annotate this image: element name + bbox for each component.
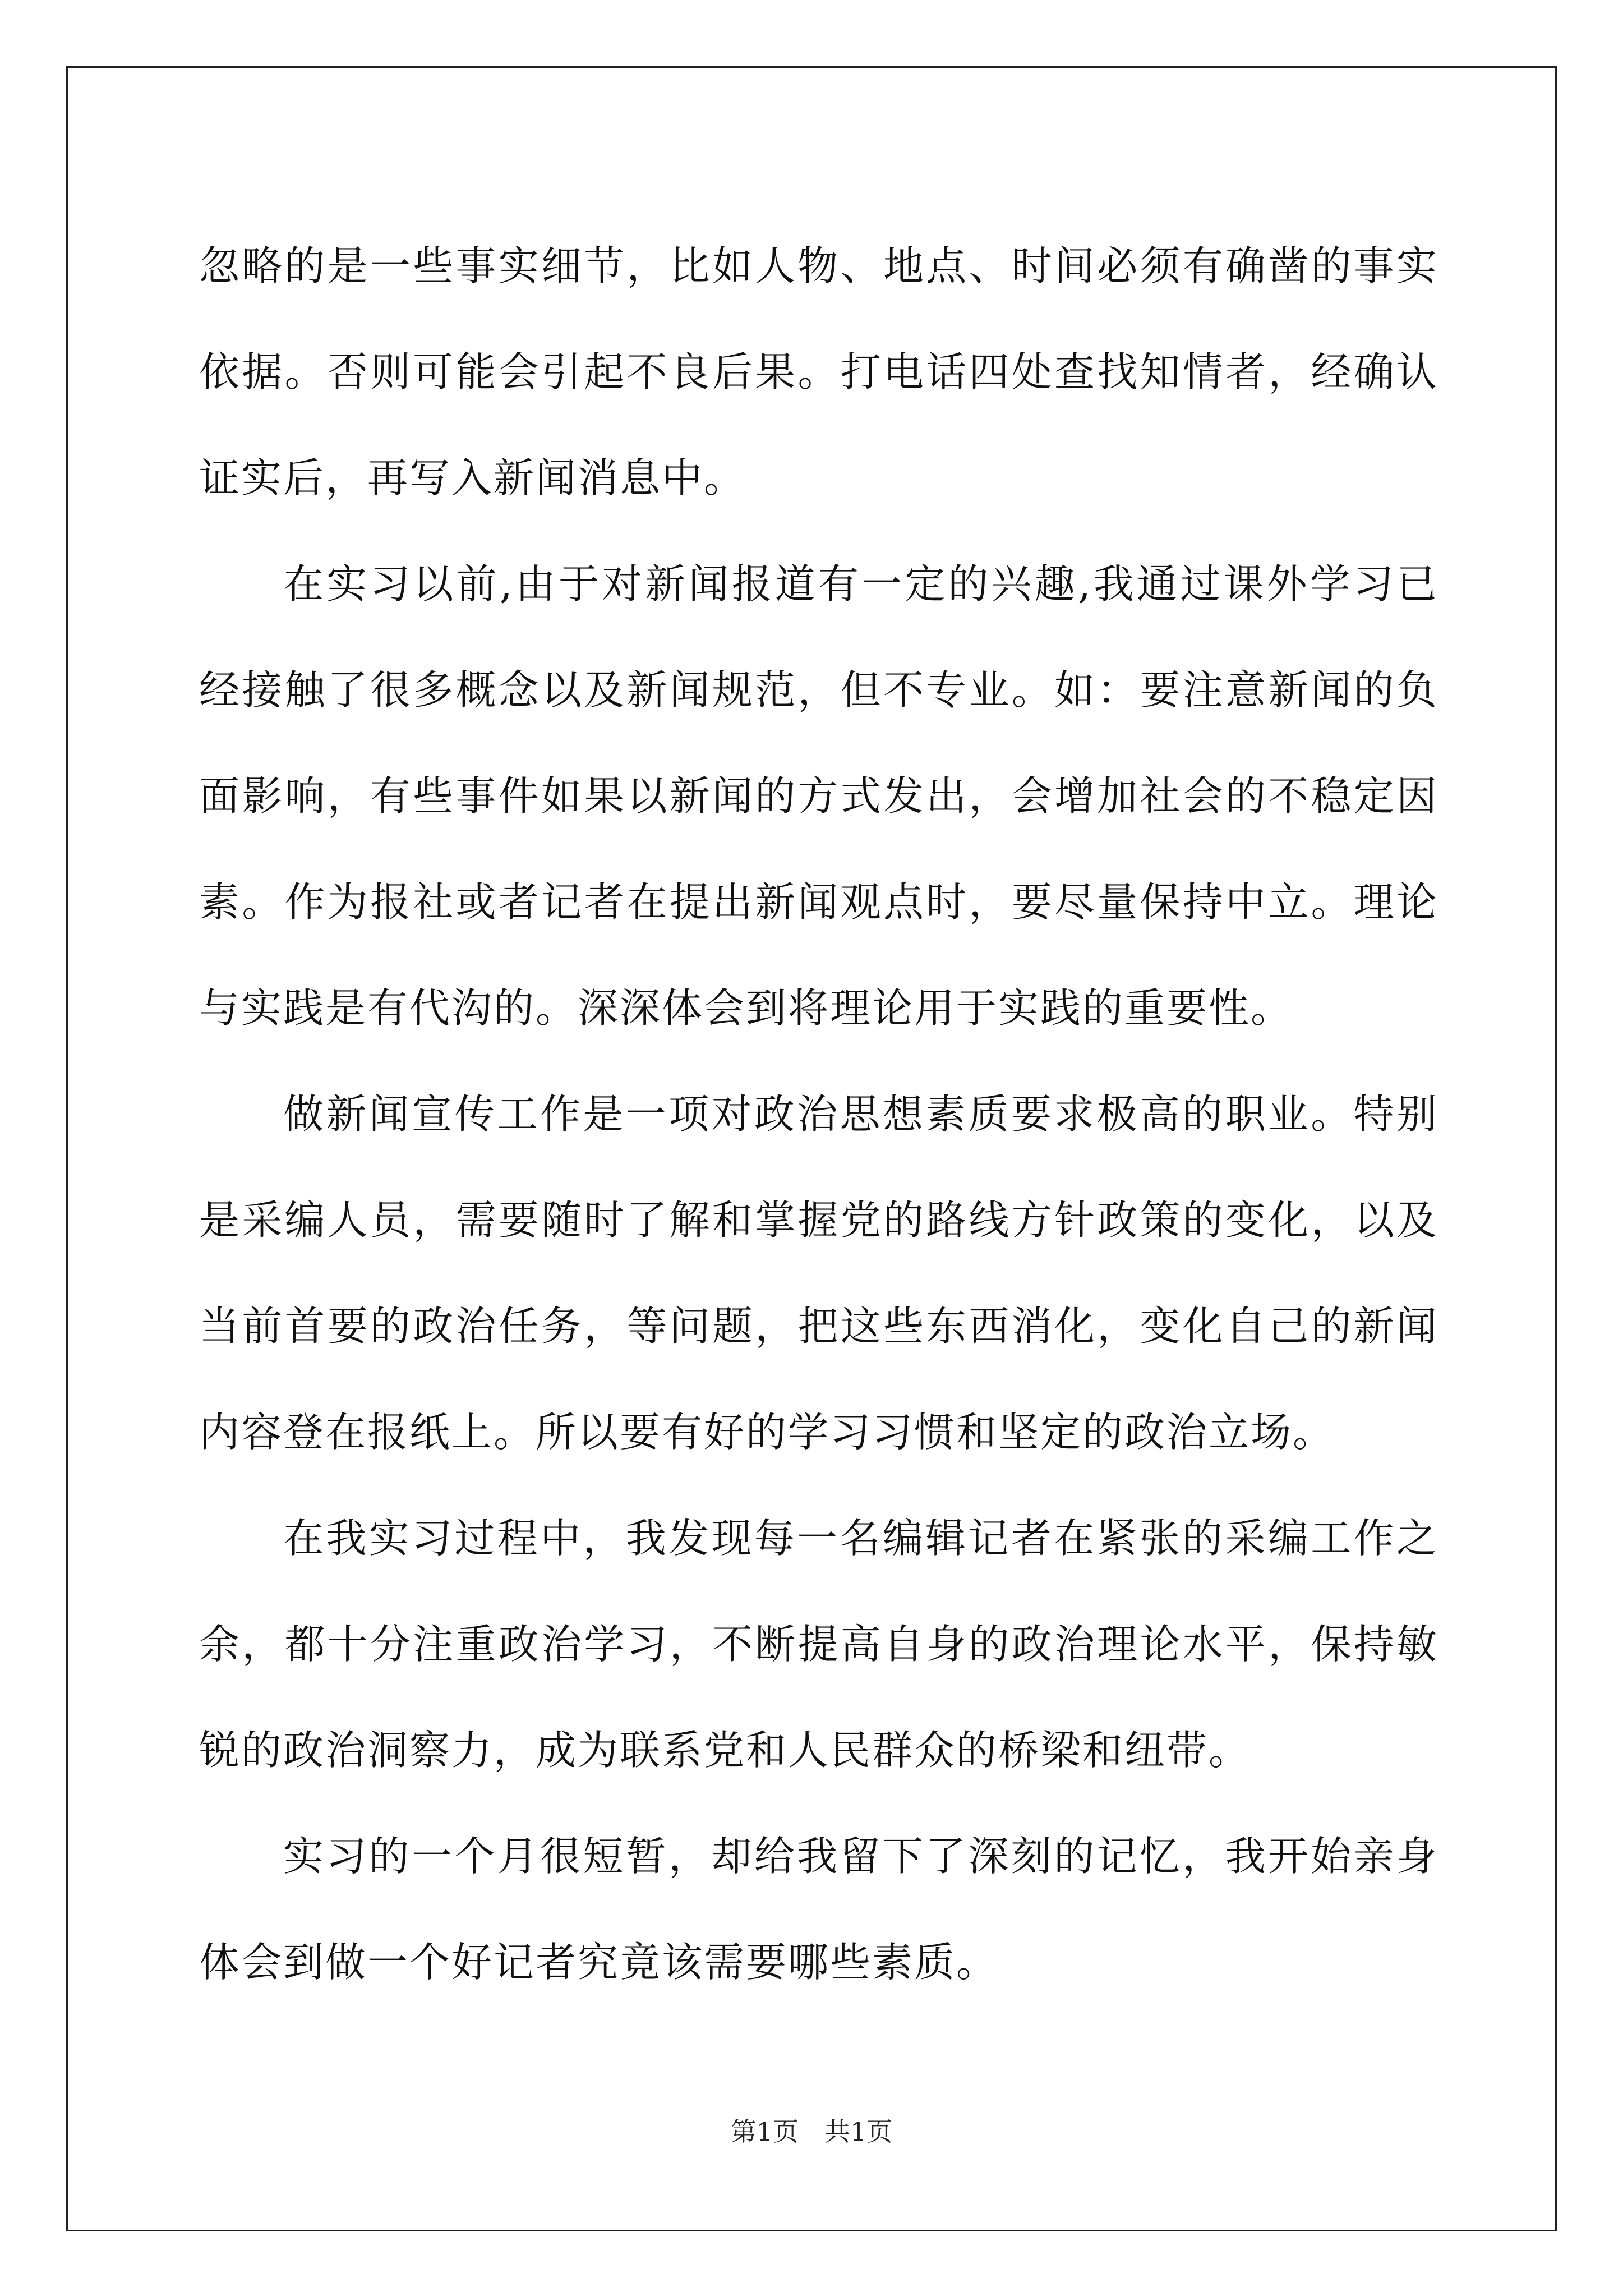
paragraph-1: 忽略的是一些事实细节，比如人物、地点、时间必须有确凿的事实依据。否则可能会引起不良后果。打电话四处查找知情者，经确认证实后，再写入新闻消息中。 (199, 242, 1438, 501)
page-number-total: 共1页 (824, 2116, 893, 2147)
paragraph-4: 在我实习过程中，我发现每一名编辑记者在紧张的采编工作之余，都十分注重政治学习，不断提高自身的政治理论水平，保持敏锐的政治洞察力，成为联系党和人民群众的桥梁和纽带。 (199, 1515, 1438, 1774)
page-footer (0, 2115, 1623, 2148)
paragraph-5: 实习的一个月很短暂，却给我留下了深刻的记忆，我开始亲身体会到做一个好记者究竟该需要哪些素质。 (199, 1833, 1438, 1986)
document-body (199, 213, 1438, 2016)
paragraph-3: 做新闻宣传工作是一项对政治思想素质要求极高的职业。特别是采编人员，需要随时了解和掌握党的路线方针政策的变化，以及当前首要的政治任务，等问题，把这些东西消化，变化自己的新闻内容登在报纸上。所以要有好的学习习惯和坚定的政治立场。 (199, 1091, 1438, 1456)
paragraph-2: 在实习以前,由于对新闻报道有一定的兴趣,我通过课外学习已经接触了很多概念以及新闻规范，但不专业。如：要注意新闻的负面影响，有些事件如果以新闻的方式发出，会增加社会的不稳定因素。作为报社或者记者在提出新闻观点时，要尽量保持中立。理论与实践是有代沟的。深深体会到将理论用于实践的重要性。 (199, 560, 1438, 1032)
page-number-current: 第1页 (730, 2116, 799, 2147)
